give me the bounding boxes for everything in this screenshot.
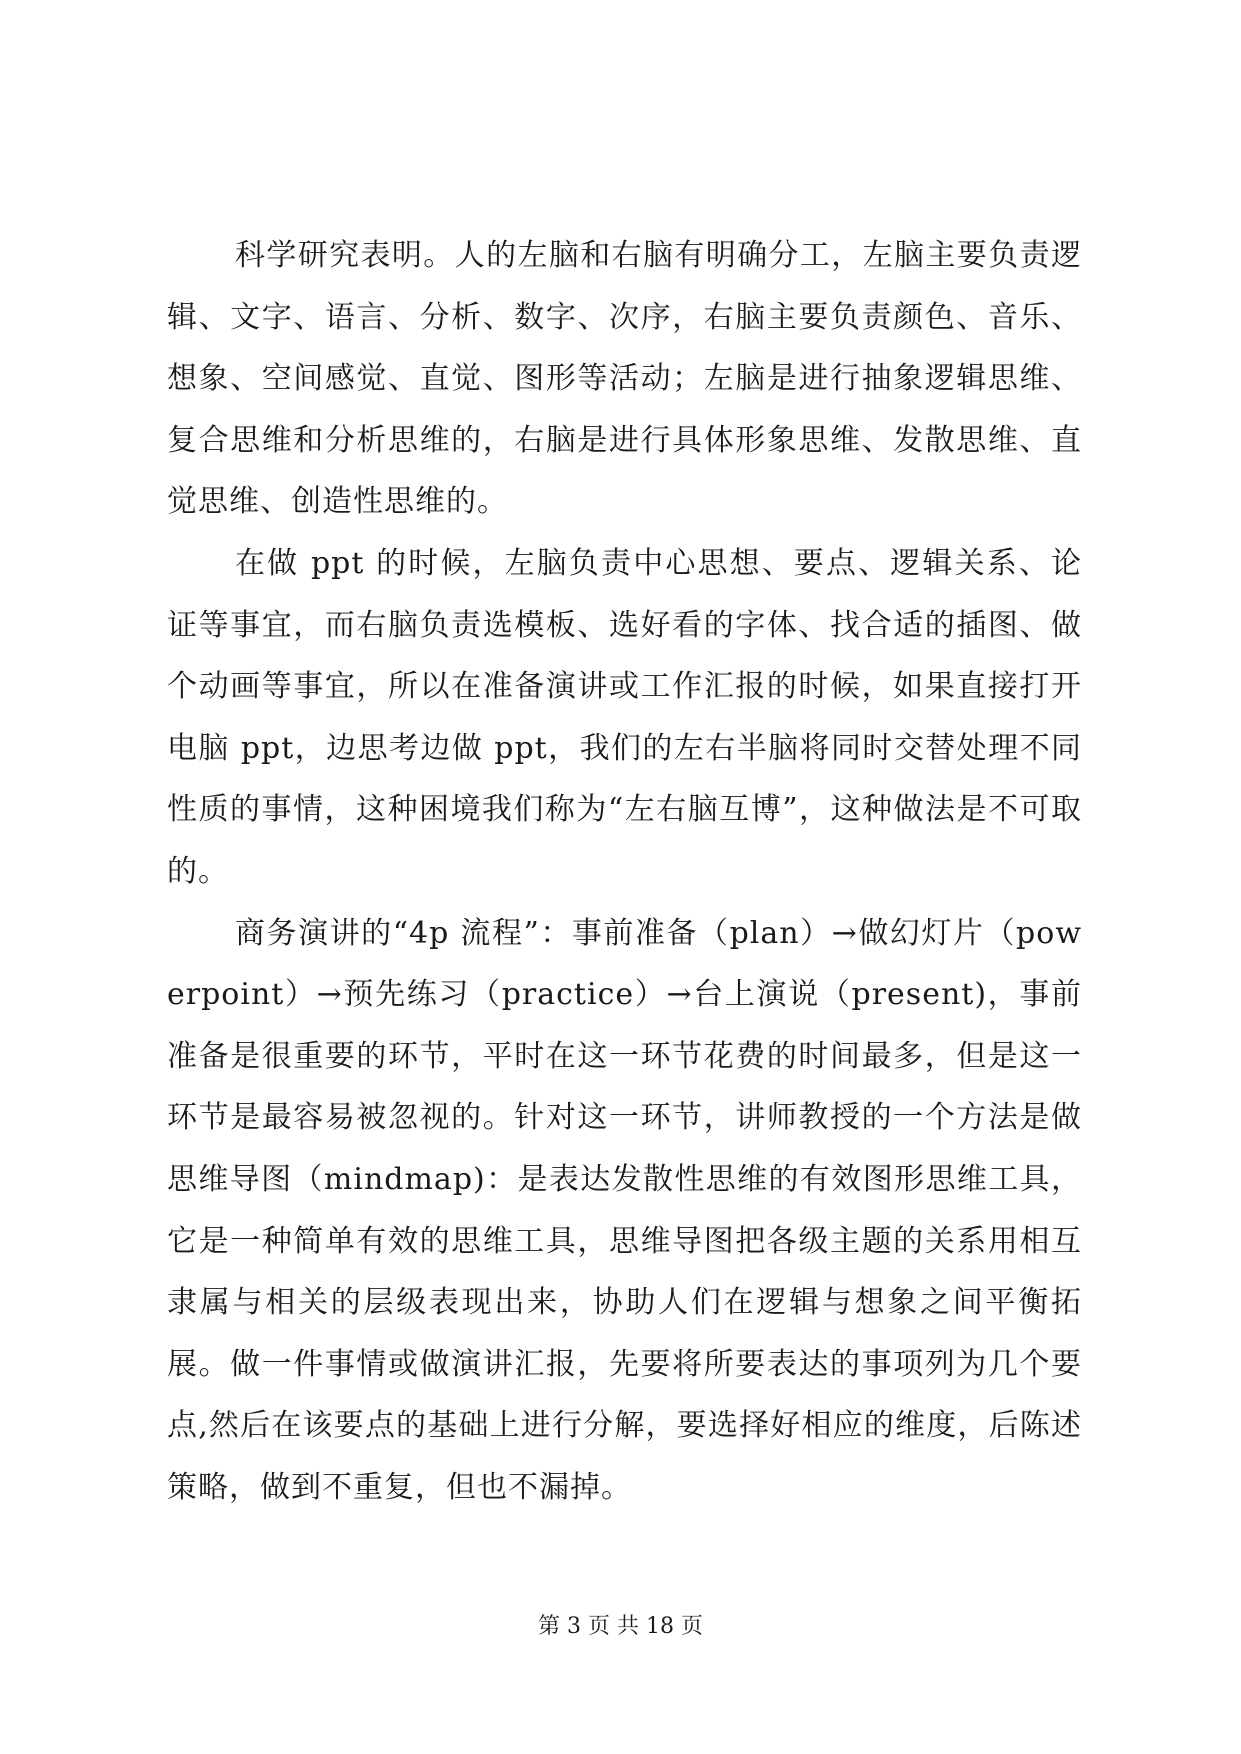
page-number-footer: 第 3 页 共 18 页 <box>538 1614 703 1639</box>
document-body <box>167 225 1082 1518</box>
paragraph-brain-division: 科学研究表明。人的左脑和右脑有明确分工，左脑主要负责逻辑、文字、语言、分析、数字、次序，右脑主要负责颜色、音乐、想象、空间感觉、直觉、图形等活动；左脑是进行抽象逻辑思维、复合思维和分析思维的，右脑是进行具体形象思维、发散思维、直觉思维、创造性思维的。 <box>167 238 1082 520</box>
paragraph-4p-process: 商务演讲的“4p 流程”：事前准备（plan）→做幻灯片（powerpoint）→预先练习（practice）→台上演说（present)，事前准备是很重要的环节，平时在这一环节花费的时间最多，但是这一环节是最容易被忽视的。针对这一环节，讲师教授的一个方法是做思维导图（mindmap)：是表达发散性思维的有效图形思维工具，它是一种简单有效的思维工具，思维导图把各级主题的关系用相互隶属与相关的层级表现出来，协助人们在逻辑与想象之间平衡拓展。做一件事情或做演讲汇报，先要将所要表达的事项列为几个要点,然后在该要点的基础上进行分解，要选择好相应的维度，后陈述策略，做到不重复，但也不漏掉。 <box>167 915 1082 1505</box>
paragraph-ppt-brain: 在做 ppt 的时候，左脑负责中心思想、要点、逻辑关系、论证等事宜，而右脑负责选模板、选好看的字体、找合适的插图、做个动画等事宜，所以在准备演讲或工作汇报的时候，如果直接打开电脑 ppt，边思考边做 ppt，我们的左右半脑将同时交替处理不同性质的事情，这种困境我们称为“左右脑互博”，这种做法是不可取的。 <box>167 545 1082 889</box>
